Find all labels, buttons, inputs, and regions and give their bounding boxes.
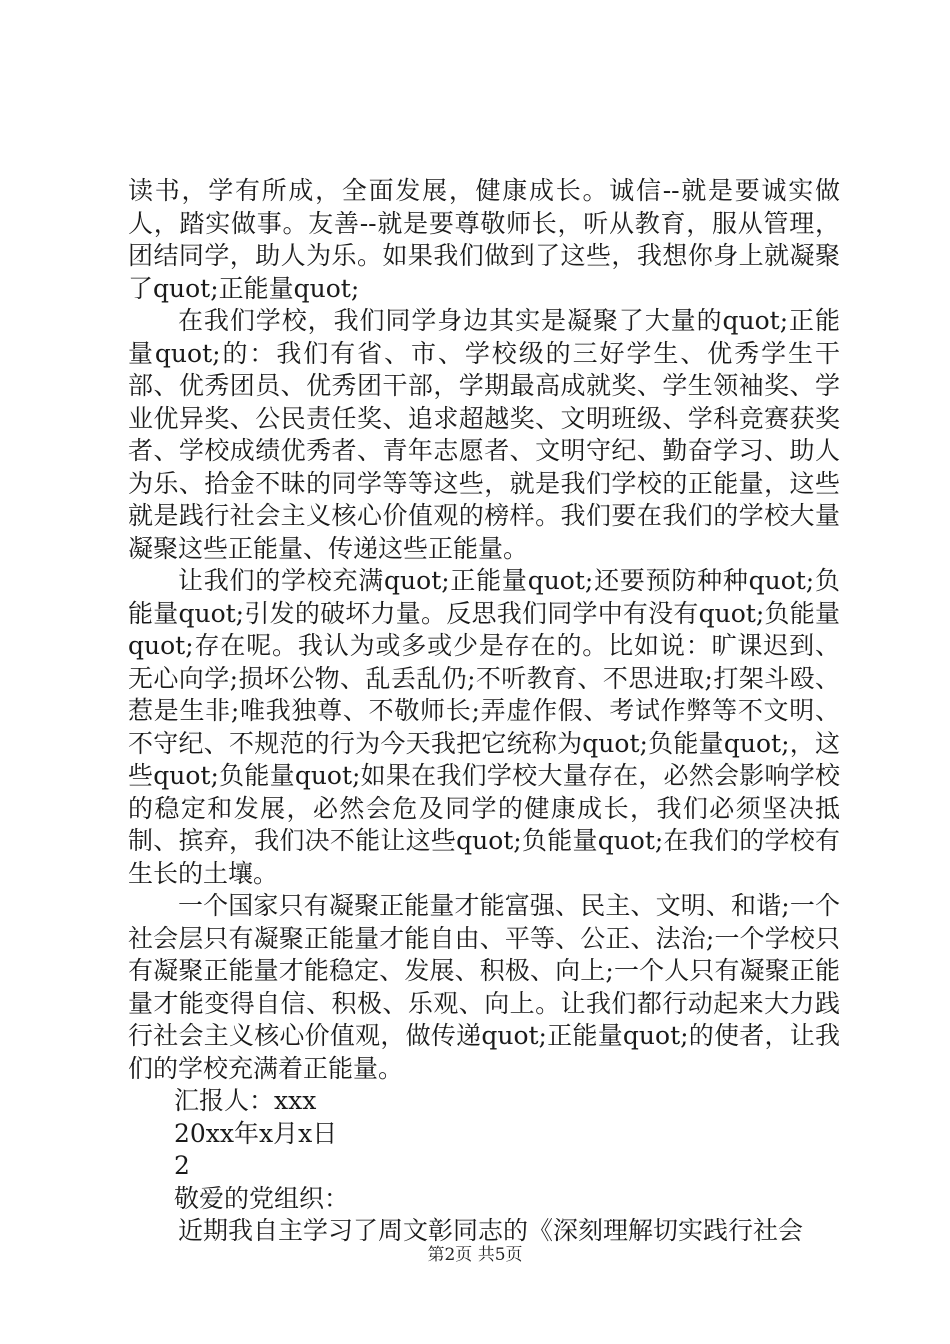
- paragraph-conclusion: 一个国家只有凝聚正能量才能富强、民主、文明、和谐;一个社会层只有凝聚正能量才能自由、平等、公正、法治;一个学校只有凝聚正能量才能稳定、发展、积极、向上;一个人只有凝聚正能量才能变得自信、积极、乐观、向上。让我们都行动起来大力践行社会主义核心价值观，做传递quot;正能量quot;的使者，让我们的学校充满着正能量。: [128, 891, 840, 1083]
- page-footer: 第2页 共5页: [427, 1245, 523, 1265]
- salutation: 敬爱的党组织：: [174, 1183, 350, 1213]
- paragraph-negative-energy: 让我们的学校充满quot;正能量quot;还要预防种种quot;负能量quot;引发的破坏力量。反思我们同学中有没有quot;负能量quot;存在呢。我认为或多或少是存在的。比如说：旷课迟到、无心向学;损坏公物、乱丢乱仍;不听教育、不思进取;打架斗殴、惹是生非;唯我独尊、不敬师长;弄虚作假、考试作弊等不文明、不守纪、不规范的行为今天我把它统称为quot;负能量quot;，这些quot;负能量quot;如果在我们学校大量存在，必然会影响学校的稳定和发展，必然会危及同学的健康成长，我们必须坚决抵制、摈弃，我们决不能让这些quot;负能量quot;在我们的学校有生长的土壤。: [128, 566, 840, 888]
- paragraph-positive-energy-examples: 在我们学校，我们同学身边其实是凝聚了大量的quot;正能量quot;的：我们有省、市、学校级的三好学生、优秀学生干部、优秀团员、优秀团干部，学期最高成就奖、学生领袖奖、学业优异奖、公民责任奖、追求超越奖、文明班级、学科竞赛获奖者、学校成绩优秀者、青年志愿者、文明守纪、勤奋学习、助人为乐、拾金不昧的同学等等这些，就是我们学校的正能量，这些就是践行社会主义核心价值观的榜样。我们要在我们的学校大量凝聚这些正能量、传递这些正能量。: [128, 306, 840, 563]
- reporter-line: 汇报人：xxx: [174, 1086, 317, 1115]
- paragraph-continuation: 读书，学有所成，全面发展，健康成长。诚信--就是要诚实做人，踏实做事。友善--就是要尊敬师长，听从教育，服从管理，团结同学，助人为乐。如果我们做到了这些，我想你身上就凝聚了quot;正能量quot;: [128, 176, 840, 303]
- document-body: [128, 175, 840, 1248]
- date-line: 20xx年x月x日: [174, 1118, 338, 1148]
- section-number: 2: [174, 1151, 190, 1180]
- paragraph-next-letter-start: 近期我自主学习了周文彰同志的《深刻理解切实践行社会: [178, 1216, 804, 1245]
